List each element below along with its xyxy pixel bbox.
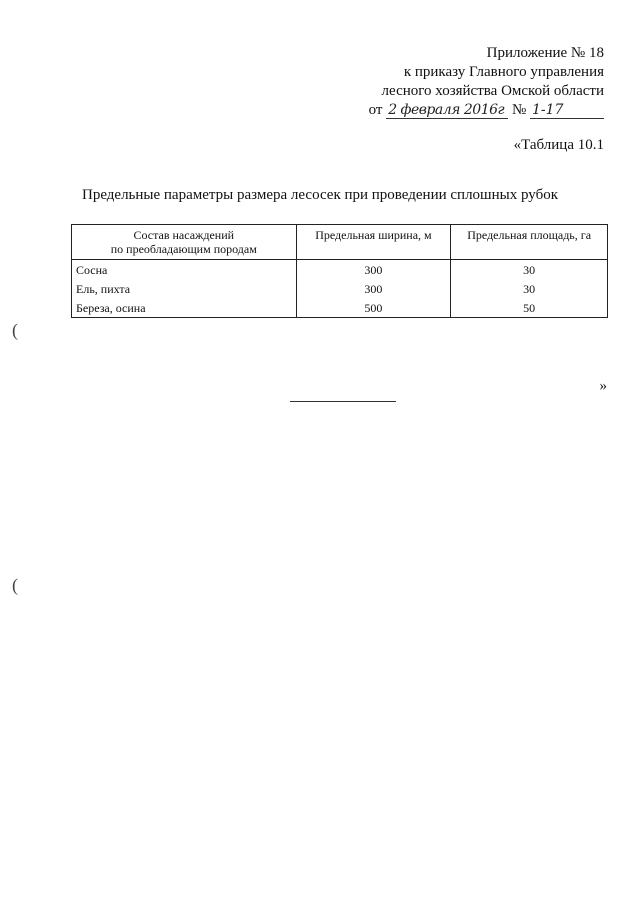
row-width: 300	[296, 279, 451, 298]
cutting-parameters-table	[71, 224, 608, 318]
header-composition-line1: Состав насаждений	[133, 228, 235, 242]
organization-name: лесного хозяйства Омской области	[381, 83, 604, 99]
table-row	[72, 279, 608, 298]
row-species: Береза, осина	[72, 298, 297, 318]
table-row	[72, 298, 608, 318]
row-width: 500	[296, 298, 451, 318]
handwritten-date: 2 февраля 2016г	[386, 103, 508, 119]
table-header-row	[72, 225, 608, 260]
from-prefix: от	[368, 102, 383, 118]
row-species: Ель, пихта	[72, 279, 297, 298]
document-title: Предельные параметры размера лесосек при проведении сплошных рубок	[81, 187, 558, 203]
margin-binding-mark: (	[12, 320, 18, 340]
header-composition-line2: по преобладающим породам	[110, 242, 257, 256]
number-sign: №	[511, 102, 527, 118]
row-species: Сосна	[72, 260, 297, 280]
row-area: 30	[451, 279, 608, 298]
appendix-number: Приложение № 18	[486, 45, 604, 61]
header-max-width: Предельная ширина, м	[296, 225, 451, 260]
row-width: 300	[296, 260, 451, 280]
order-date-number-line	[369, 101, 604, 120]
row-area: 50	[451, 298, 608, 318]
handwritten-number: 1-17	[530, 103, 604, 119]
row-area: 30	[451, 260, 608, 280]
order-reference: к приказу Главного управления	[403, 64, 604, 80]
header-max-area: Предельная площадь, га	[451, 225, 608, 260]
table-row	[72, 260, 608, 280]
closing-quote: »	[599, 378, 607, 394]
end-divider-line	[290, 401, 396, 402]
margin-binding-mark: (	[12, 575, 18, 595]
header-composition	[72, 225, 297, 260]
table-label: «Таблица 10.1	[513, 137, 604, 153]
approval-header	[369, 44, 604, 120]
